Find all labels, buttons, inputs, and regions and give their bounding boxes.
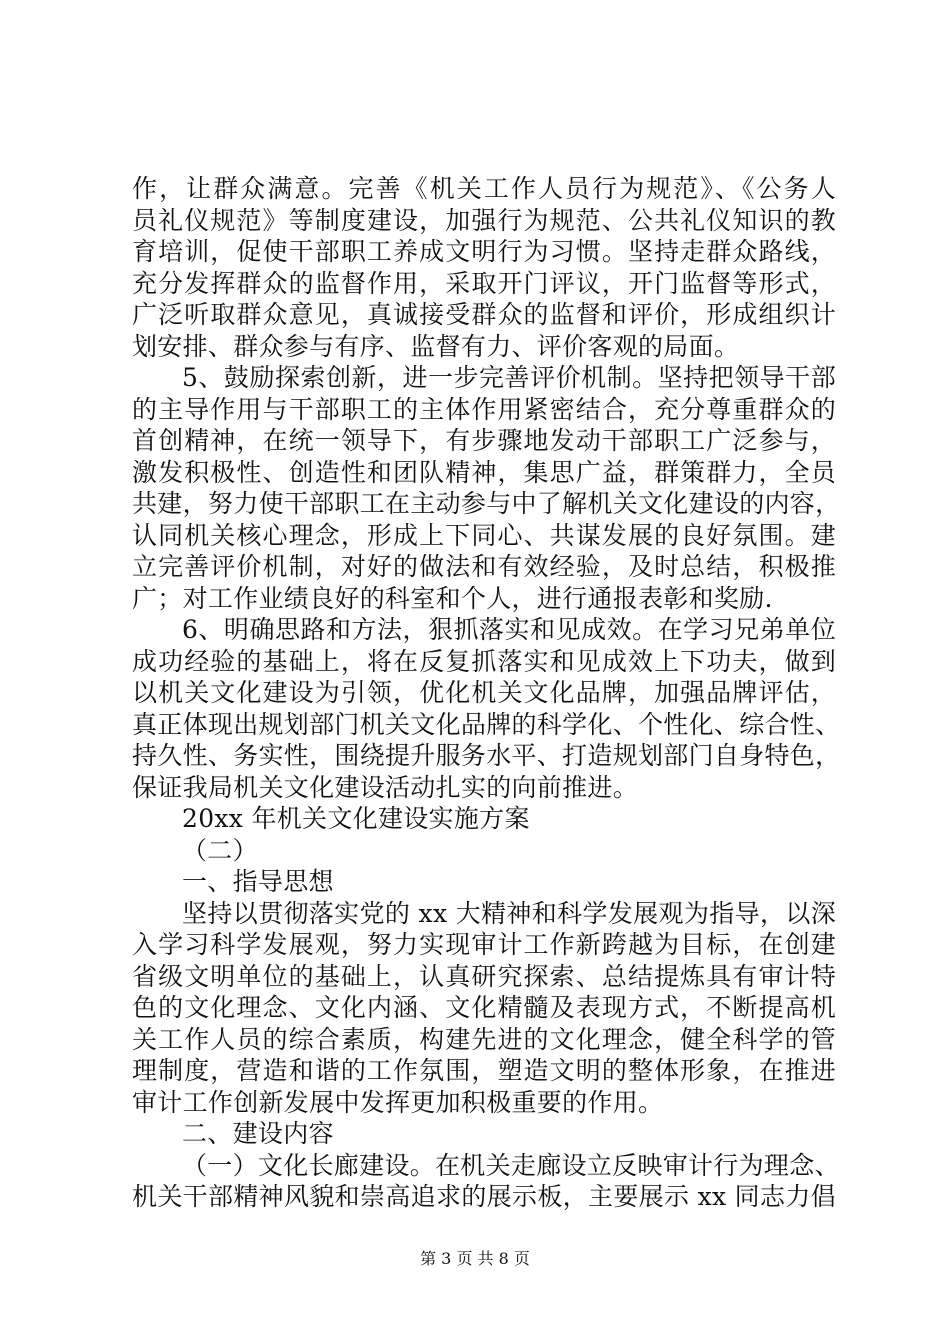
text-line: 激发积极性、创造性和团队精神，集思广益，群策群力，全员 (132, 457, 836, 487)
text-line: 员礼仪规范》等制度建设，加强行为规范、公共礼仪知识的教 (132, 205, 836, 235)
text-line: 立完善评价机制，对好的做法和有效经验，及时总结，积极推 (132, 552, 836, 581)
text-line: 划安排、群众参与有序、监督有力、评价客观的局面。 (132, 331, 740, 361)
document-body (132, 173, 841, 1213)
text-line: 作，让群众满意。完善《机关工作人员行为规范》、《公务人 (132, 174, 836, 203)
text-line: （二） (182, 835, 258, 865)
text-line: 色的文化理念、文化内涵、文化精髓及表现方式，不断提高机 (132, 993, 836, 1022)
text-line: 关工作人员的综合素质，构建先进的文化理念，健全科学的管 (132, 1024, 836, 1054)
text-line: 二、建设内容 (182, 1119, 334, 1148)
page-footer: 第 3 页 共 8 页 (420, 1249, 530, 1268)
text-line: 广泛听取群众意见，真诚接受群众的监督和评价，形成组织计 (132, 300, 836, 329)
text-line: 的主导作用与干部职工的主体作用紧密结合，充分尊重群众的 (132, 394, 836, 424)
text-line: 充分发挥群众的监督作用，采取开门评议，开门监督等形式， (132, 268, 836, 298)
text-line: （一）文化长廊建设。在机关走廊设立反映审计行为理念、 (182, 1150, 840, 1180)
text-line: 入学习科学发展观，努力实现审计工作新跨越为目标，在创建 (132, 930, 836, 959)
text-line: 20xx 年机关文化建设实施方案 (182, 804, 530, 833)
text-line: 以机关文化建设为引领，优化机关文化品牌，加强品牌评估， (132, 678, 836, 707)
text-line: 广；对工作业绩良好的科室和个人，进行通报表彰和奖励. (132, 583, 773, 613)
text-line: 6、明确思路和方法，狠抓落实和见成效。在学习兄弟单位 (182, 615, 836, 644)
text-line: 真正体现出规划部门机关文化品牌的科学化、个性化、综合性、 (132, 709, 841, 739)
text-line: 首创精神，在统一领导下，有步骤地发动干部职工广泛参与， (132, 426, 836, 455)
text-line: 持久性、务实性，围绕提升服务水平、打造规划部门自身特色， (132, 741, 841, 770)
text-line: 坚持以贯彻落实党的 xx 大精神和科学发展观为指导，以深 (182, 898, 836, 928)
text-line: 审计工作创新发展中发挥更加积极重要的作用。 (132, 1087, 664, 1117)
text-line: 机关干部精神风貌和崇高追求的展示板，主要展示 xx 同志力倡 (132, 1182, 836, 1211)
text-line: 理制度，营造和谐的工作氛围，塑造文明的整体形象，在推进 (132, 1056, 836, 1085)
text-line: 成功经验的基础上，将在反复抓落实和见成效上下功夫，做到 (132, 646, 836, 676)
text-line: 保证我局机关文化建设活动扎实的向前推进。 (132, 772, 639, 802)
text-line: 省级文明单位的基础上，认真研究探索、总结提炼具有审计特 (132, 961, 836, 991)
text-line: 认同机关核心理念，形成上下同心、共谋发展的良好氛围。建 (132, 520, 836, 550)
text-line: 5、鼓励探索创新，进一步完善评价机制。坚持把领导干部 (182, 363, 836, 392)
text-line: 一、指导思想 (182, 867, 334, 896)
text-line: 共建，努力使干部职工在主动参与中了解机关文化建设的内容， (132, 489, 841, 518)
text-line: 育培训，促使干部职工养成文明行为习惯。坚持走群众路线， (132, 237, 836, 266)
